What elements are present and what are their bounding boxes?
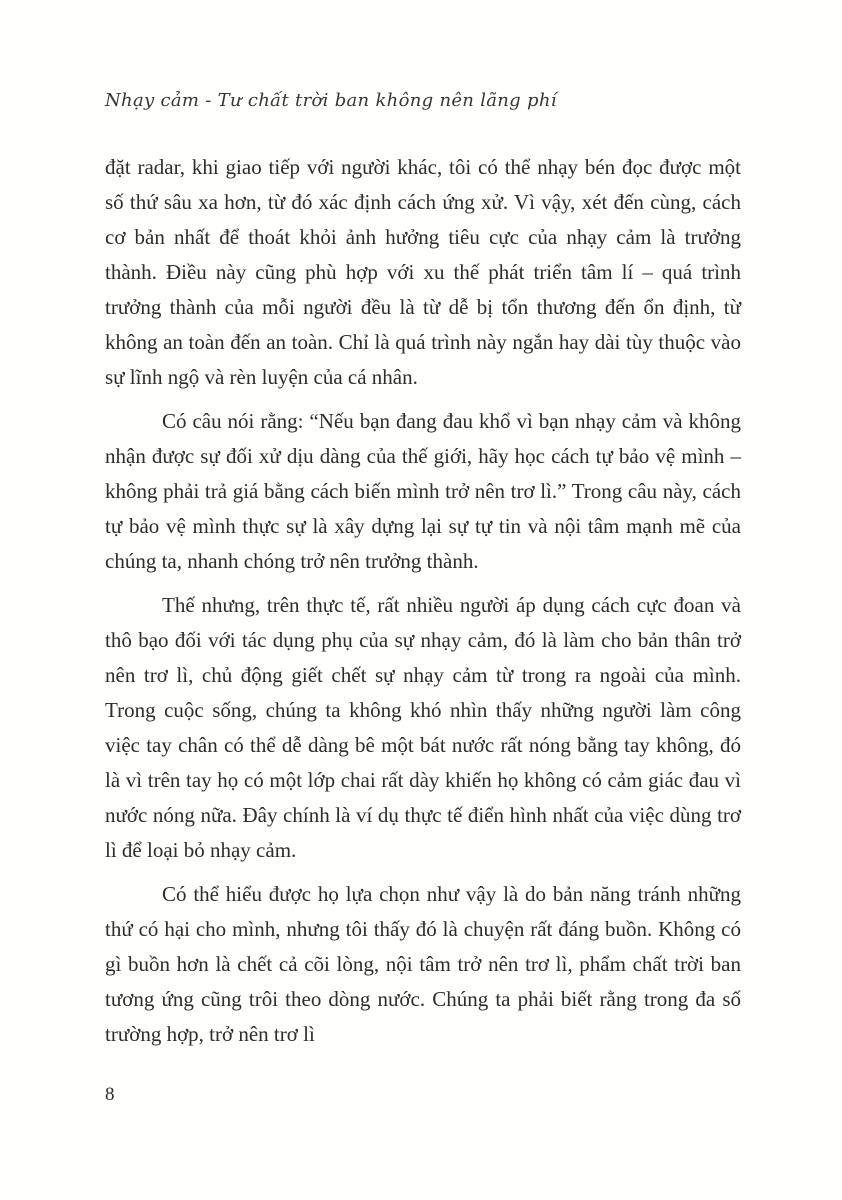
paragraph-continuation: đặt radar, khi giao tiếp với người khác, tôi có thể nhạy bén đọc được một số thứ sâu xa hơn, từ đó xác định cách ứng xử. Vì vậy, xét đến cùng, cách cơ bản nhất để thoát khỏi ảnh hưởng tiêu cực của nhạy cảm là trưởng thành. Điều này cũng phù hợp với xu thế phát triển tâm lí – quá trình trưởng thành của mỗi người đều là từ dễ bị tổn thương đến ổn định, từ không an toàn đến an toàn. Chỉ là quá trình này ngắn hay dài tùy thuộc vào sự lĩnh ngộ và rèn luyện của cá nhân. [105, 155, 741, 389]
paragraph: Có thể hiểu được họ lựa chọn như vậy là do bản năng tránh những thứ có hại cho mình, nhưng tôi thấy đó là chuyện rất đáng buồn. Không có gì buồn hơn là chết cả cõi lòng, nội tâm trở nên trơ lì, phẩm chất trời ban tương ứng cũng trôi theo dòng nước. Chúng ta phải biết rằng trong đa số trường hợp, trở nên trơ lì [105, 882, 741, 1046]
page-body [105, 150, 741, 1061]
page-number: 8 [105, 1084, 115, 1105]
paragraph: Có câu nói rằng: “Nếu bạn đang đau khổ vì bạn nhạy cảm và không nhận được sự đối xử dịu dàng của thế giới, hãy học cách tự bảo vệ mình – không phải trả giá bằng cách biến mình trở nên trơ lì.” Trong câu này, cách tự bảo vệ mình thực sự là xây dựng lại sự tự tin và nội tâm mạnh mẽ của chúng ta, nhanh chóng trở nên trưởng thành. [105, 409, 741, 573]
running-header: Nhạy cảm - Tư chất trời ban không nên lãng phí [105, 90, 557, 111]
paragraph: Thế nhưng, trên thực tế, rất nhiều người áp dụng cách cực đoan và thô bạo đối với tác dụng phụ của sự nhạy cảm, đó là làm cho bản thân trở nên trơ lì, chủ động giết chết sự nhạy cảm từ trong ra ngoài của mình. Trong cuộc sống, chúng ta không khó nhìn thấy những người làm công việc tay chân có thể dễ dàng bê một bát nước rất nóng bằng tay không, đó là vì trên tay họ có một lớp chai rất dày khiến họ không có cảm giác đau vì nước nóng nữa. Đây chính là ví dụ thực tế điển hình nhất của việc dùng trơ lì để loại bỏ nhạy cảm. [105, 593, 741, 862]
